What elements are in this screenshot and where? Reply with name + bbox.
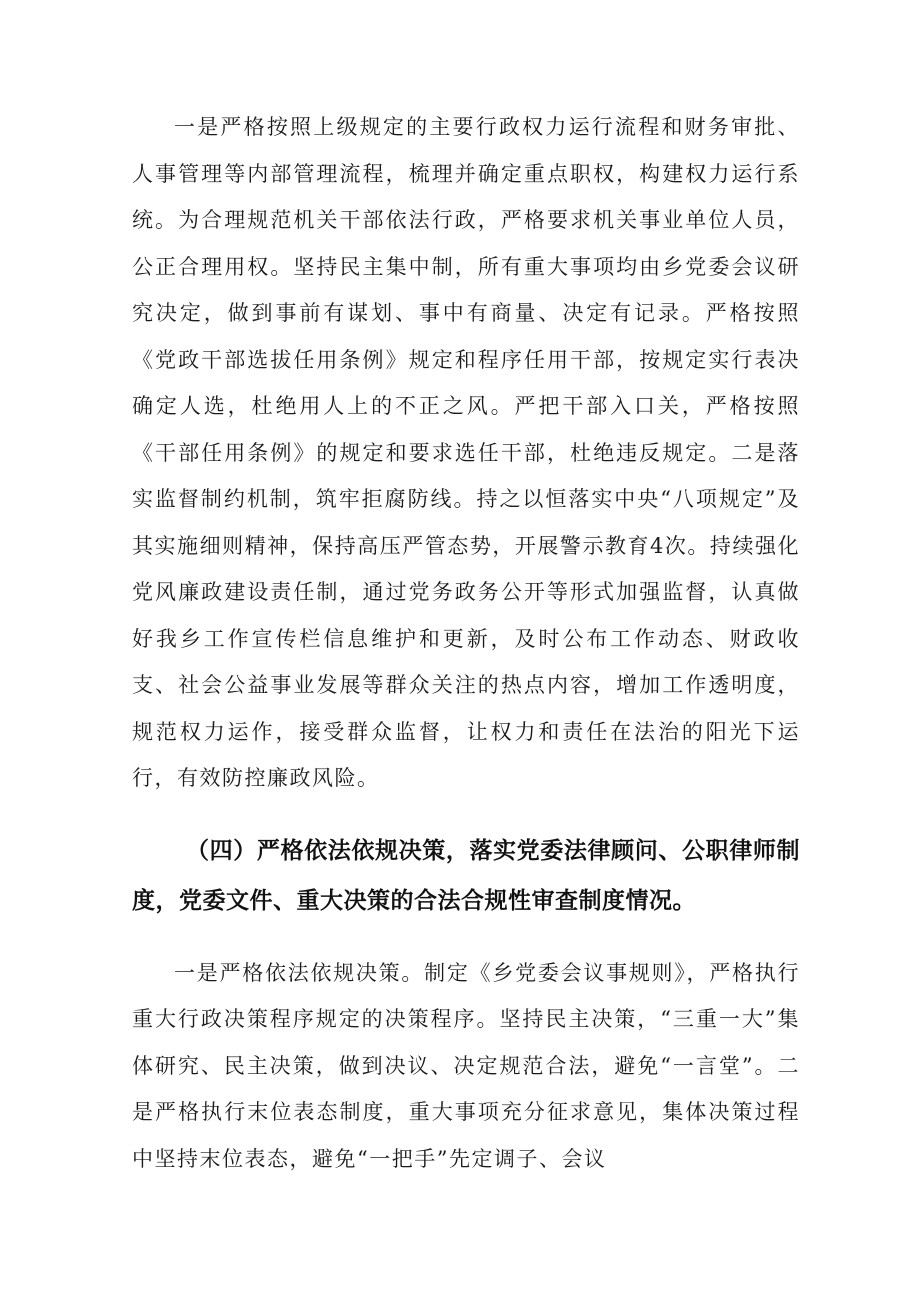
section-heading: （四）严格依法依规决策，落实党委法律顾问、公职律师制度，党委文件、重大决策的合法合规性审查制度情况。: [132, 837, 800, 914]
body-paragraph: 一是严格按照上级规定的主要行政权力运行流程和财务审批、人事管理等内部管理流程，梳理并确定重点职权，构建权力运行系统。为合理规范机关干部依法行政，严格要求机关事业单位人员，公正合理用权。坚持民主集中制，所有重大事项均由乡党委会议研究决定，做到事前有谋划、事中有商量、决定有记录。严格按照《党政干部选拔任用条例》规定和程序任用干部，按规定实行表决确定人选，杜绝用人上的不正之风。严把干部入口关，严格按照《干部任用条例》的规定和要求选任干部，杜绝违反规定。二是落实监督制约机制，筑牢拒腐防线。持之以恒落实中央“八项规定”及其实施细则精神，保持高压严管态势，开展警示教育4次。持续强化党风廉政建设责任制，通过党务政务公开等形式加强监督，认真做好我乡工作宣传栏信息维护和更新，及时公布工作动态、财政收支、社会公益事业发展等群众关注的热点内容，增加工作透明度，规范权力运作，接受群众监督，让权力和责任在法治的阳光下运行，有效防控廉政风险。: [132, 115, 800, 790]
document-body: [132, 104, 800, 1182]
body-paragraph: 一是严格依法依规决策。制定《乡党委会议事规则》，严格执行重大行政决策程序规定的决策程序。坚持民主决策，“三重一大”集体研究、民主决策，做到决议、决定规范合法，避免“一言堂”。二是严格执行末位表态制度，重大事项充分征求意见，集体决策过程中坚持末位表态，避免“一把手”先定调子、会议: [132, 960, 800, 1171]
